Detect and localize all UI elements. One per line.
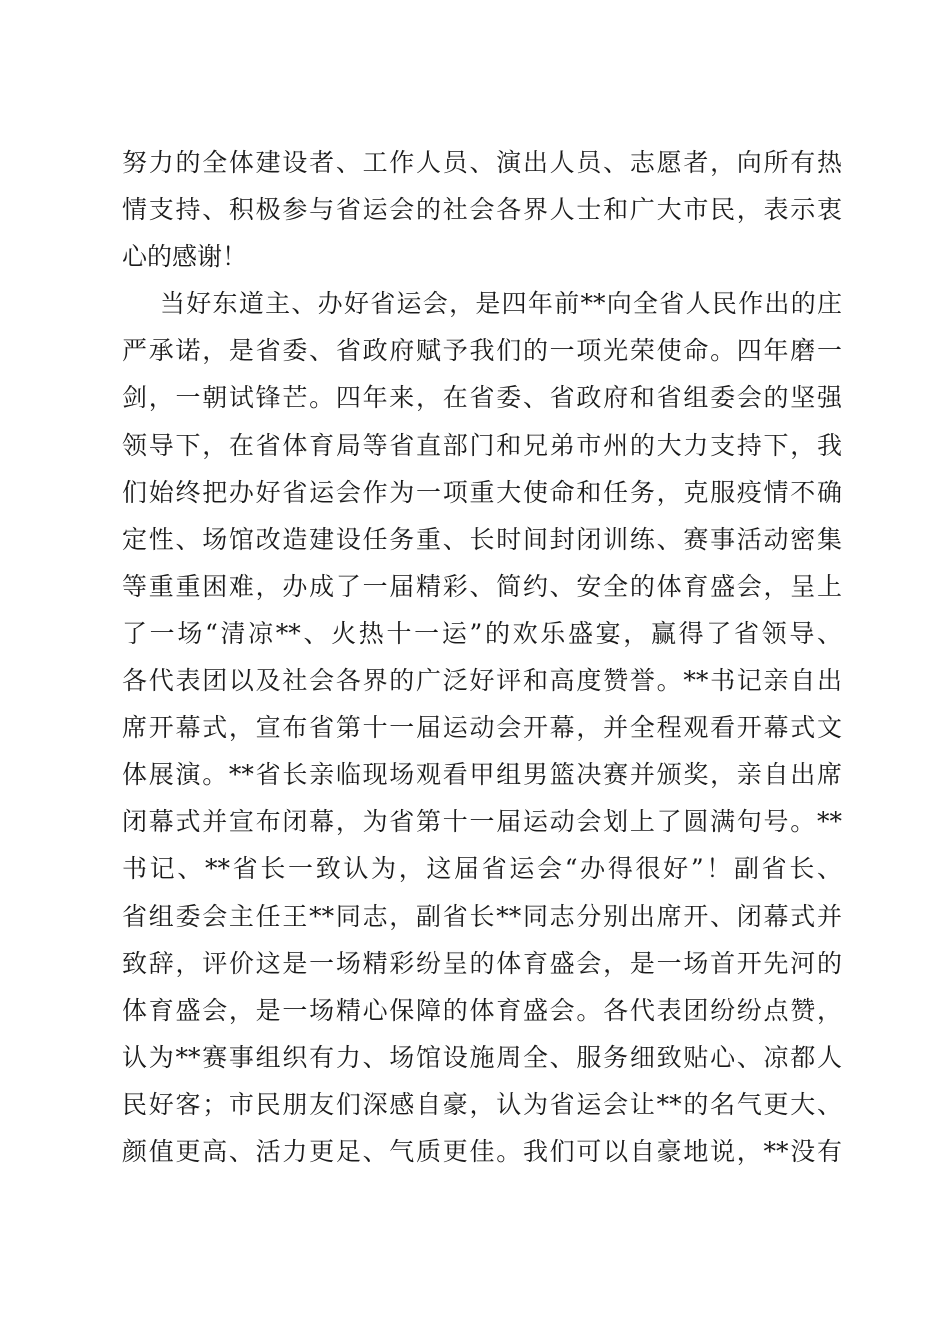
- text-line: 体展演。**省长亲临现场观看甲组男篮决赛并颁奖，亲自出席: [122, 760, 842, 790]
- text-line: 席开幕式，宣布省第十一届运动会开幕，并全程观看开幕式文: [122, 713, 842, 743]
- body-text: [122, 139, 842, 1175]
- text-line: 认为**赛事组织有力、场馆设施周全、服务细致贴心、凉都人: [122, 1042, 842, 1072]
- paragraph-first-line: 当好东道主、办好省运会，是四年前**向全省人民作出的庄: [160, 289, 842, 319]
- text-line: 们始终把办好省运会作为一项重大使命和任务，克服疫情不确: [122, 477, 842, 507]
- text-line: 定性、场馆改造建设任务重、长时间封闭训练、赛事活动密集: [122, 524, 842, 554]
- text-line: 剑，一朝试锋芒。四年来，在省委、省政府和省组委会的坚强: [122, 383, 842, 413]
- text-line: 颜值更高、活力更足、气质更佳。我们可以自豪地说，**没有: [122, 1136, 842, 1166]
- text-line: 闭幕式并宣布闭幕，为省第十一届运动会划上了圆满句号。**: [122, 807, 842, 837]
- text-line: 各代表团以及社会各界的广泛好评和高度赞誉。**书记亲自出: [122, 666, 842, 696]
- text-line: 了一场“清凉**、火热十一运”的欢乐盛宴，赢得了省领导、: [122, 618, 842, 648]
- text-line: 努力的全体建设者、工作人员、演出人员、志愿者，向所有热: [122, 148, 842, 177]
- text-line: 民好客；市民朋友们深感自豪，认为省运会让**的名气更大、: [122, 1089, 842, 1119]
- text-line: 体育盛会，是一场精心保障的体育盛会。各代表团纷纷点赞，: [122, 995, 842, 1025]
- text-line: 等重重困难，办成了一届精彩、简约、安全的体育盛会，呈上: [122, 571, 842, 601]
- text-line: 致辞，评价这是一场精彩纷呈的体育盛会，是一场首开先河的: [122, 948, 842, 978]
- text-line: 省组委会主任王**同志，副省长**同志分别出席开、闭幕式并: [122, 901, 842, 931]
- text-line: 领导下，在省体育局等省直部门和兄弟市州的大力支持下，我: [122, 430, 842, 460]
- text-line: 书记、**省长一致认为，这届省运会“办得很好”！副省长、: [122, 854, 842, 884]
- text-line: 情支持、积极参与省运会的社会各界人士和广大市民，表示衷: [122, 195, 842, 225]
- text-line: 严承诺，是省委、省政府赋予我们的一项光荣使命。四年磨一: [122, 336, 842, 366]
- text-line: 心的感谢！: [122, 242, 248, 272]
